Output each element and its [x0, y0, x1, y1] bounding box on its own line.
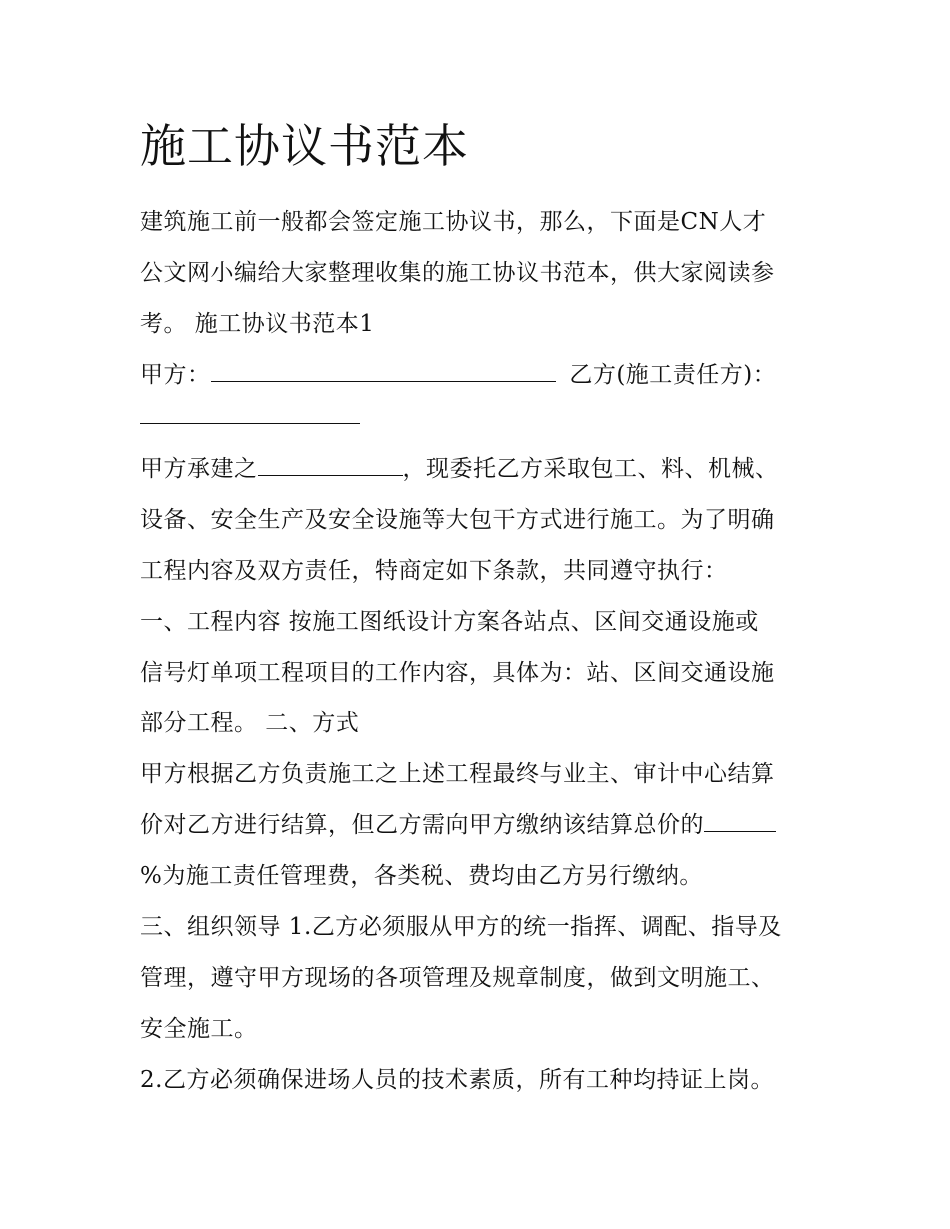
- percentage-blank: [704, 809, 776, 832]
- paragraph-line: 建筑施工前一般都会签定施工协议书，那么，下面是CN人才: [140, 209, 767, 235]
- project-blank: [258, 453, 403, 476]
- settlement-text: 价对乙方进行结算，但乙方需向甲方缴纳该结算总价的: [140, 812, 704, 838]
- paragraph-line: 公文网小编给大家整理收集的施工协议书范本，供大家阅读参: [140, 260, 775, 286]
- paragraph-line: 设备、安全生产及安全设施等大包干方式进行施工。为了明确: [140, 507, 775, 533]
- contract-suffix: ，现委托乙方采取包工、料、机械、: [402, 456, 779, 482]
- party-a-label: 甲方：: [140, 362, 211, 388]
- paragraph-line: 部分工程。 二、方式: [140, 710, 360, 736]
- party-b-blank: [140, 401, 360, 424]
- paragraph-line: 工程内容及双方责任，特商定如下条款，共同遵守执行：: [140, 558, 728, 584]
- paragraph-line: %为施工责任管理费，各类税、费均由乙方另行缴纳。: [140, 863, 703, 889]
- paragraph-line: 甲方根据乙方负责施工之上述工程最终与业主、审计中心结算: [140, 761, 775, 787]
- paragraph-line: 2.乙方必须确保进场人员的技术素质，所有工种均持证上岗。: [140, 1067, 774, 1093]
- contract-line: [140, 452, 779, 486]
- paragraph-line: 管理，遵守甲方现场的各项管理及规章制度，做到文明施工、: [140, 965, 775, 991]
- paragraph-line: 三、组织领导 1.乙方必须服从甲方的统一指挥、调配、指导及: [140, 914, 782, 940]
- paragraph-line: 一、工程内容 按施工图纸设计方案各站点、区间交通设施或: [140, 609, 759, 635]
- settlement-line: [140, 808, 776, 842]
- party-b-label: 乙方(施工责任方)：: [569, 362, 777, 388]
- document-title: 施工协议书范本: [140, 119, 469, 173]
- party-line: [140, 358, 776, 392]
- paragraph-line: 信号灯单项工程项目的工作内容，具体为：站、区间交通设施: [140, 660, 775, 686]
- paragraph-line: 考。 施工协议书范本1: [140, 311, 375, 337]
- contract-prefix: 甲方承建之: [140, 456, 258, 482]
- party-b-blank-line: [140, 400, 360, 434]
- party-a-blank: [211, 359, 556, 382]
- paragraph-line: 安全施工。: [140, 1016, 258, 1042]
